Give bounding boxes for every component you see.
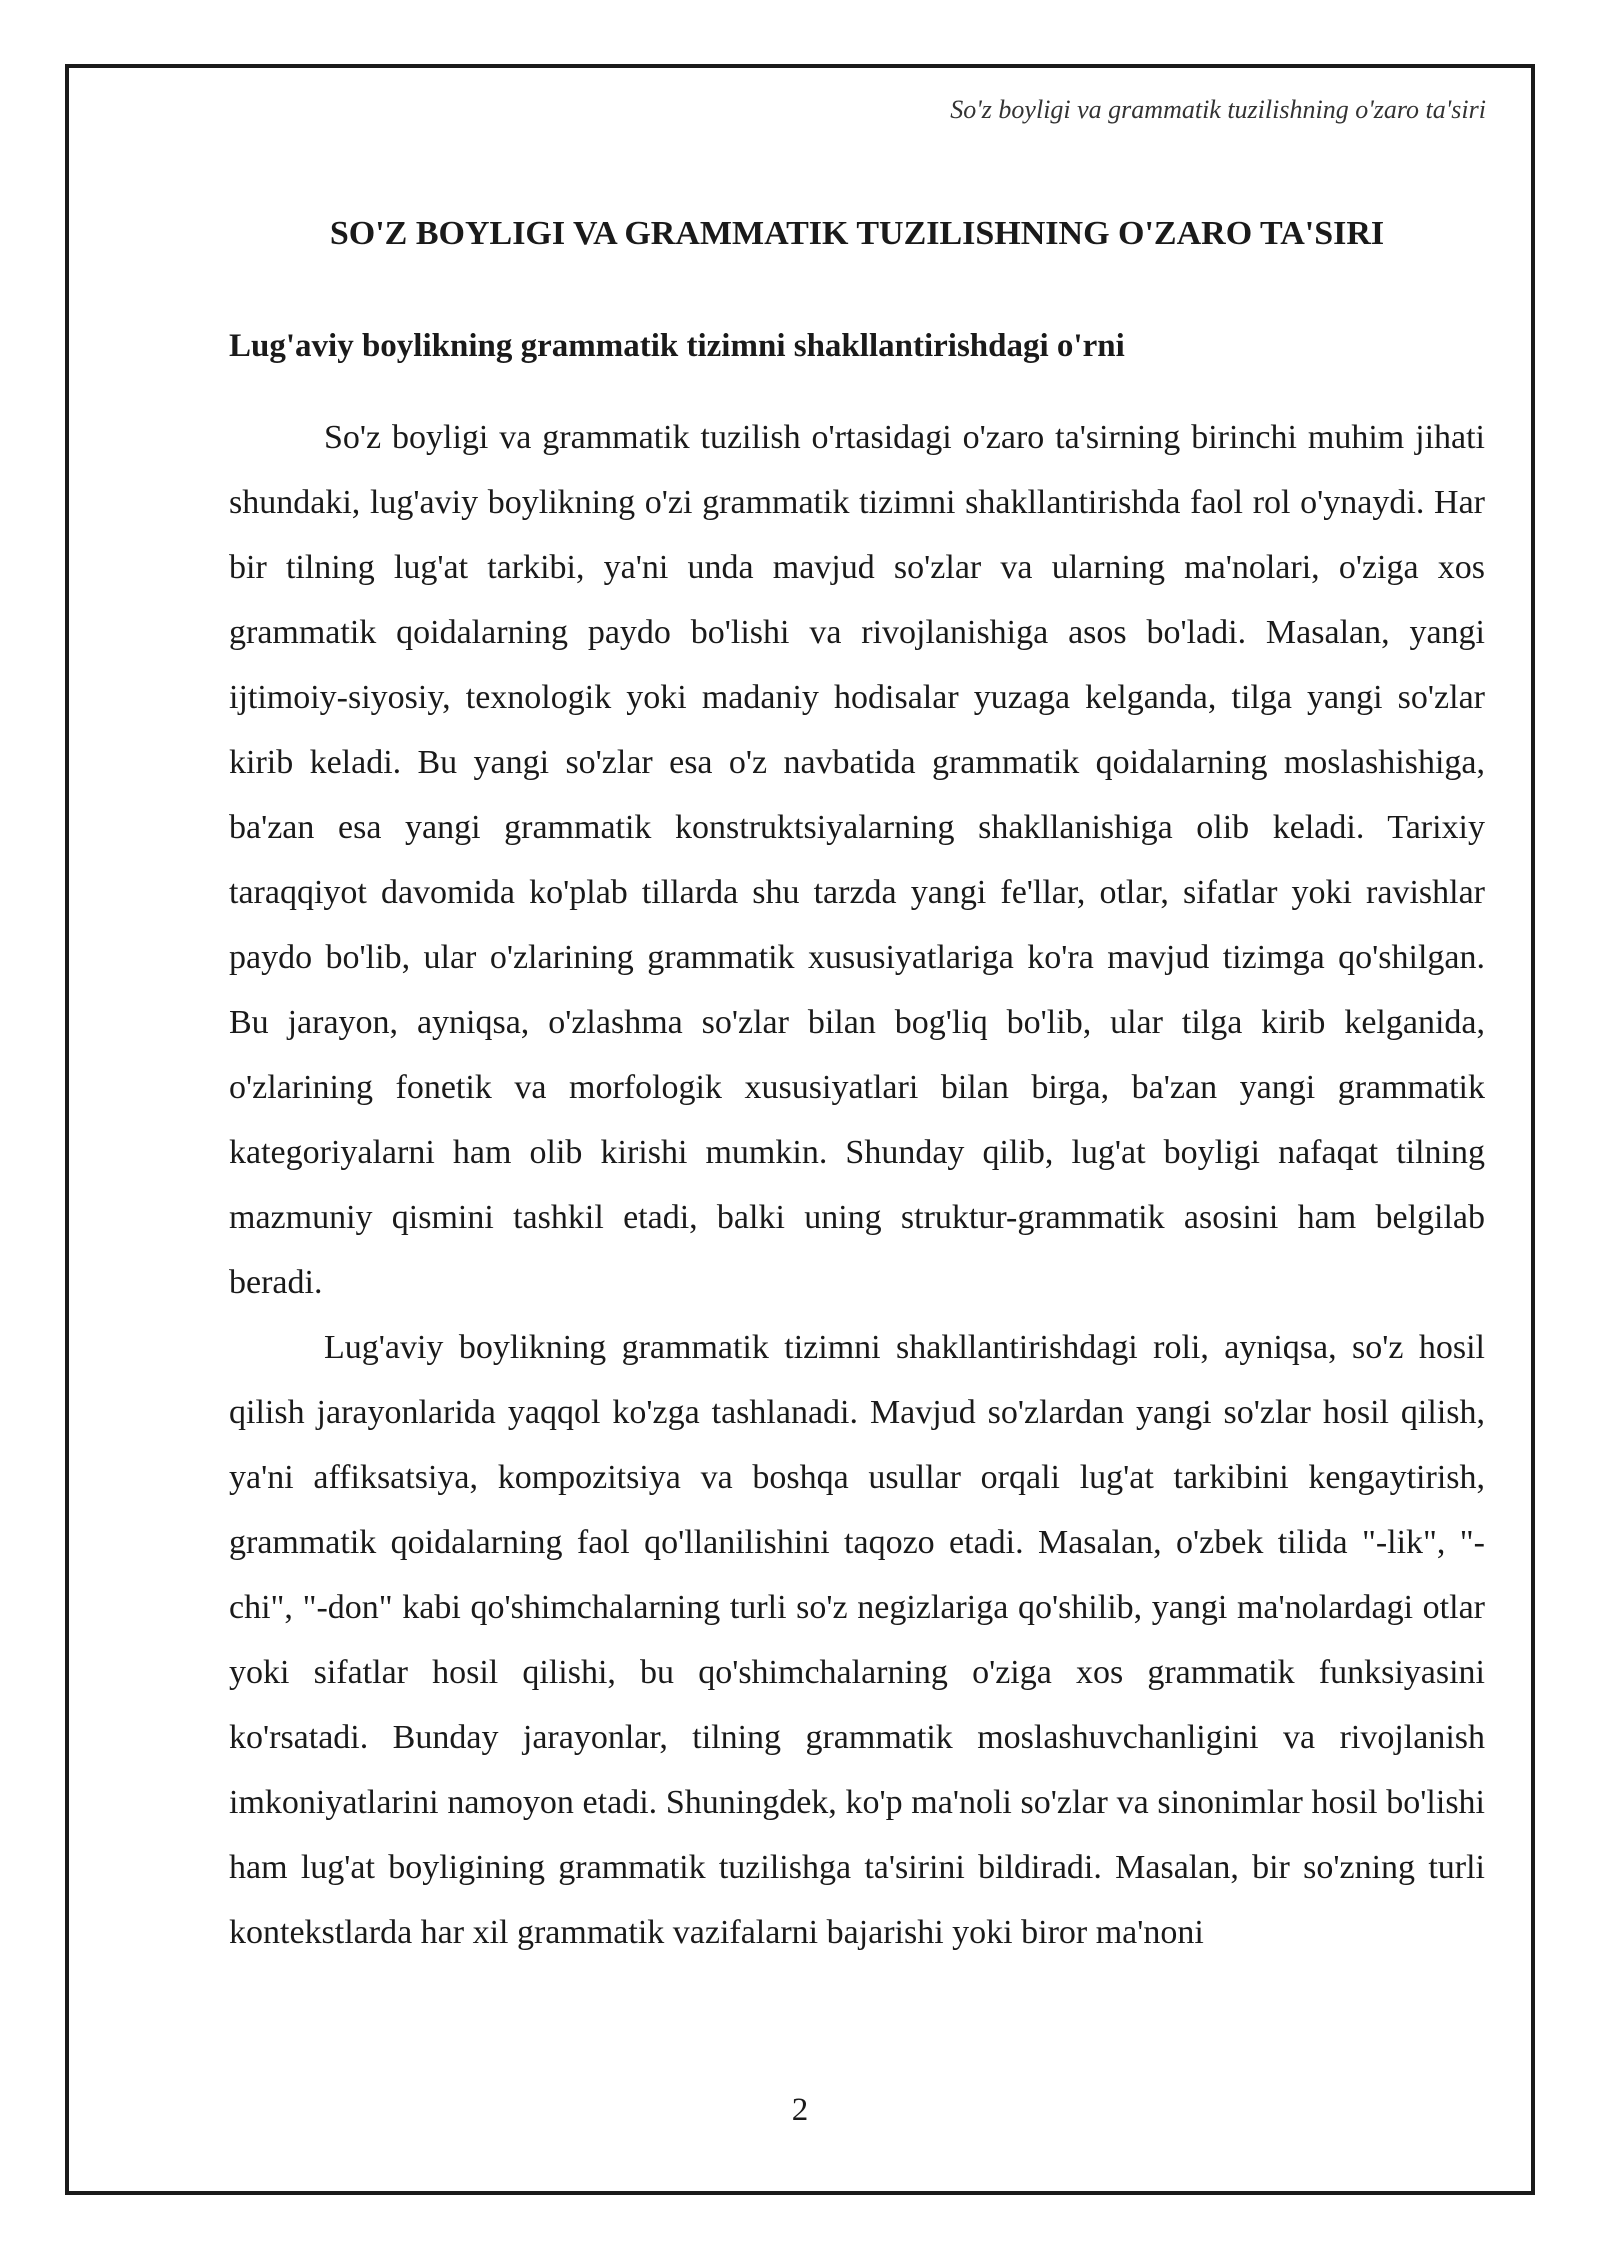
paragraph: So'z boyligi va grammatik tuzilish o'rtasidagi o'zaro ta'sirning birinchi muhim jihati shundaki, lug'aviy boylikning o'zi grammatik tizimni shakllantirishda faol rol o'ynaydi. Har bir tilning lug'at tarkibi, ya'ni unda mavjud so'zlar va ularning ma'nolari, o'ziga xos grammatik qoidalarning paydo bo'lishi va rivojlanishiga asos bo'ladi. Masalan, yangi ijtimoiy-siyosiy, texnologik yoki madaniy hodisalar yuzaga kelganda, tilga yangi so'zlar kirib keladi. Bu yangi so'zlar esa o'z navbatida grammatik qoidalarning moslashishiga, ba'zan esa yangi grammatik konstruktsiyalarning shakllanishiga olib keladi. Tarixiy taraqqiyot davomida ko'plab tillarda shu tarzda yangi fe'llar, otlar, sifatlar yoki ravishlar paydo bo'lib, ular o'zlarining grammatik xususiyatlariga ko'ra mavjud tizimga qo'shilgan. Bu jarayon, ayniqsa, o'zlashma so'zlar bilan bog'liq bo'lib, ular tilga kirib kelganida, o'zlarining fonetik va morfologik xususiyatlari bilan birga, ba'zan yangi grammatik kategoriyalarni ham olib kirishi mumkin. Shunday qilib, lug'at boyligi nafaqat tilning mazmuniy qismini tashkil etadi, balki uning struktur-grammatik asosini ham belgilab beradi.	[229, 419, 1485, 1301]
body-text	[229, 405, 1485, 1965]
page-number: 2	[791, 2092, 809, 2128]
section-heading: Lug'aviy boylikning grammatik tizimni shakllantirishdagi o'rni	[229, 328, 1125, 364]
page-title: SO'Z BOYLIGI VA GRAMMATIK TUZILISHNING O'ZARO TA'SIRI	[329, 215, 1385, 252]
running-header: So'z boyligi va grammatik tuzilishning o'zaro ta'siri	[950, 95, 1486, 124]
paragraph: Lug'aviy boylikning grammatik tizimni shakllantirishdagi roli, ayniqsa, so'z hosil qilish jarayonlarida yaqqol ko'zga tashlanadi. Mavjud so'zlardan yangi so'zlar hosil qilish, ya'ni affiksatsiya, kompozitsiya va boshqa usullar orqali lug'at tarkibini kengaytirish, grammatik qoidalarning faol qo'llanilishini taqozo etadi. Masalan, o'zbek tilida "-lik", "-chi", "-don" kabi qo'shimchalarning turli so'z negizlariga qo'shilib, yangi ma'nolardagi otlar yoki sifatlar hosil qilishi, bu qo'shimchalarning o'ziga xos grammatik funksiyasini ko'rsatadi. Bunday jarayonlar, tilning grammatik moslashuvchanligini va rivojlanish imkoniyatlarini namoyon etadi. Shuningdek, ko'p ma'noli so'zlar va sinonimlar hosil bo'lishi ham lug'at boyligining grammatik tuzilishga ta'sirini bildiradi. Masalan, bir so'zning turli kontekstlarda har xil grammatik vazifalarni bajarishi yoki biror ma'noni	[229, 1329, 1485, 1951]
